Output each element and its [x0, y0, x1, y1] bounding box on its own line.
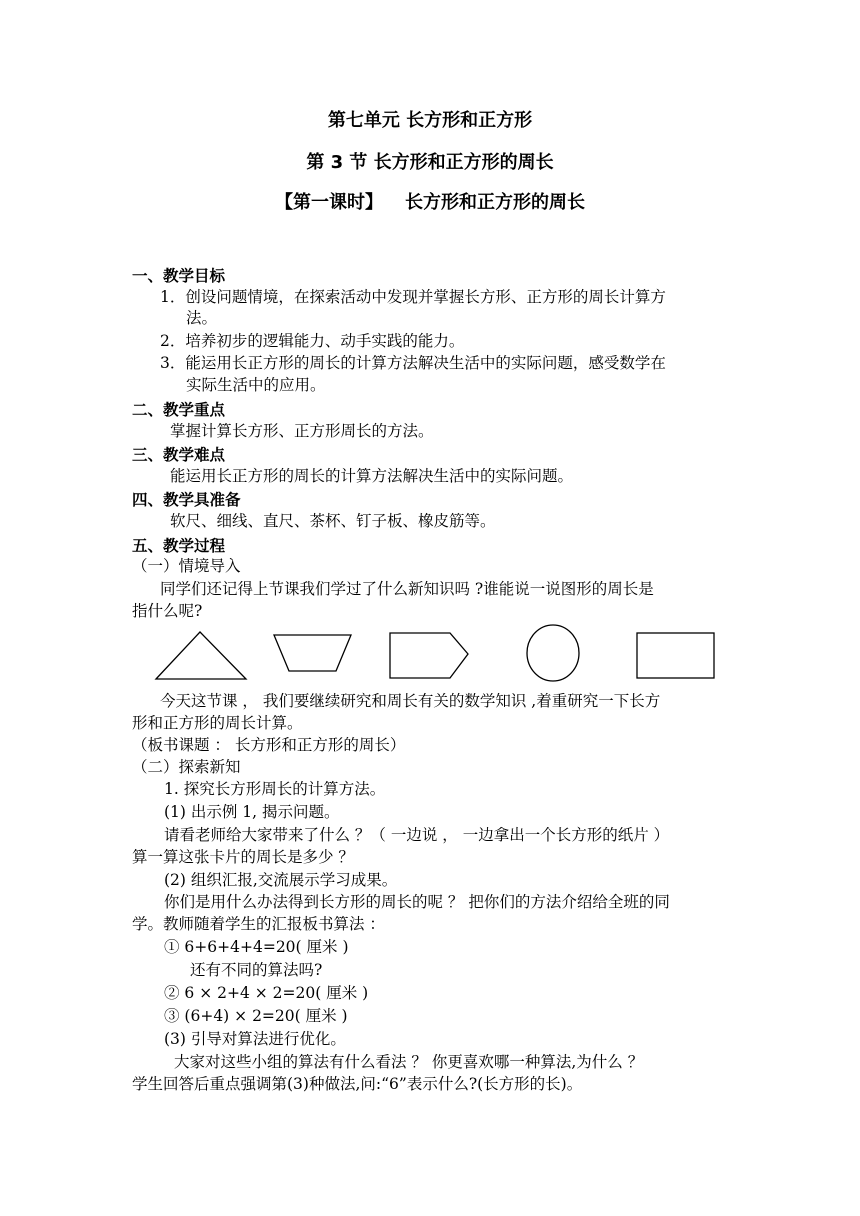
intro-para-line2: 指什么呢?: [132, 602, 203, 620]
explore-line-7b: 学生回答后重点强调第(3)种做法,问:“6”表示什么?(长方形的长)。: [132, 1075, 583, 1093]
explore-line-6: (3) 引导对算法进行优化。: [164, 1030, 346, 1048]
key-points-text: 掌握计算长方形、正方形周长的方法。: [170, 422, 434, 440]
materials-text: 软尺、细线、直尺、茶杯、钉子板、橡皮筋等。: [170, 512, 496, 530]
today-para-line1: 今天这节课 ， 我们要继续研究和周长有关的数学知识 ,着重研究一下长方: [160, 692, 661, 710]
intro-para-line1: 同学们还记得上节课我们学过了什么新知识吗 ?谁能说一说图形的周长是: [160, 580, 654, 598]
explore-line-3a: 请看老师给大家带来了什么 ？（ 一边说 ， 一边拿出一个长方形的纸片 ）: [164, 826, 670, 844]
method-1: ① 6+6+4+4=20( 厘米 ): [164, 938, 349, 956]
heading-process: 五、教学过程: [132, 537, 226, 555]
method-3: ③ (6+4) × 2=20( 厘米 ): [164, 1007, 348, 1025]
pentagon-arrow-shape: [390, 633, 468, 678]
objective-3-line2: 实际生活中的应用。: [186, 376, 326, 394]
explore-line-3b: 算一算这张卡片的周长是多少 ？: [132, 848, 354, 866]
objective-3-line1: 3．能运用长正方形的周长的计算方法解决生活中的实际问题，感受数学在: [160, 354, 666, 372]
circle-shape: [527, 625, 579, 681]
explore-line-7a: 大家对这些小组的算法有什么看法 ？ 你更喜欢哪一种算法,为什么 ？: [174, 1053, 644, 1071]
shapes-figure: [0, 620, 860, 690]
explore-line-4: (2) 组织汇报,交流展示学习成果。: [164, 871, 398, 889]
method-1-question: 还有不同的算法吗?: [190, 961, 323, 979]
heading-difficulties: 三、教学难点: [132, 446, 226, 464]
lesson-name: 长方形和正方形的周长: [405, 192, 585, 213]
board-title: （板书课题 ： 长方形和正方形的周长）: [132, 736, 406, 754]
heading-key-points: 二、教学重点: [132, 401, 226, 419]
subheading-explore: （二）探索新知: [132, 758, 241, 776]
triangle-shape: [156, 632, 246, 679]
method-2: ② 6 × 2+4 × 2=20( 厘米 ): [164, 984, 369, 1002]
explore-line-5b: 学。教师随着学生的汇报板书算法 ：: [132, 915, 385, 933]
objective-2: 2．培养初步的逻辑能力、动手实践的能力。: [160, 332, 465, 350]
explore-line-2: (1) 出示例 1, 揭示问题。: [164, 803, 340, 821]
section-title: 第 3 节 长方形和正方形的周长: [306, 152, 554, 173]
heading-materials: 四、教学具准备: [132, 491, 241, 509]
objective-1-line1: 1．创设问题情境，在探索活动中发现并掌握长方形、正方形的周长计算方: [160, 288, 666, 306]
lesson-bracket: 【第一课时】: [275, 192, 383, 213]
objective-1-line2: 法。: [186, 309, 218, 327]
difficulties-text: 能运用长正方形的周长的计算方法解决生活中的实际问题。: [170, 467, 574, 485]
explore-line-1: 1. 探究长方形周长的计算方法。: [164, 780, 386, 798]
explore-line-5a: 你们是用什么办法得到长方形的周长的呢 ？ 把你们的方法介绍给全班的同: [164, 893, 670, 911]
unit-title: 第七单元 长方形和正方形: [327, 110, 533, 131]
lesson-title: [0, 188, 860, 214]
trapezoid-shape: [274, 635, 351, 671]
subheading-intro: （一）情境导入: [132, 557, 241, 575]
rectangle-shape: [637, 633, 714, 678]
today-para-line2: 形和正方形的周长计算。: [132, 714, 303, 732]
heading-objectives: 一、教学目标: [132, 267, 226, 285]
